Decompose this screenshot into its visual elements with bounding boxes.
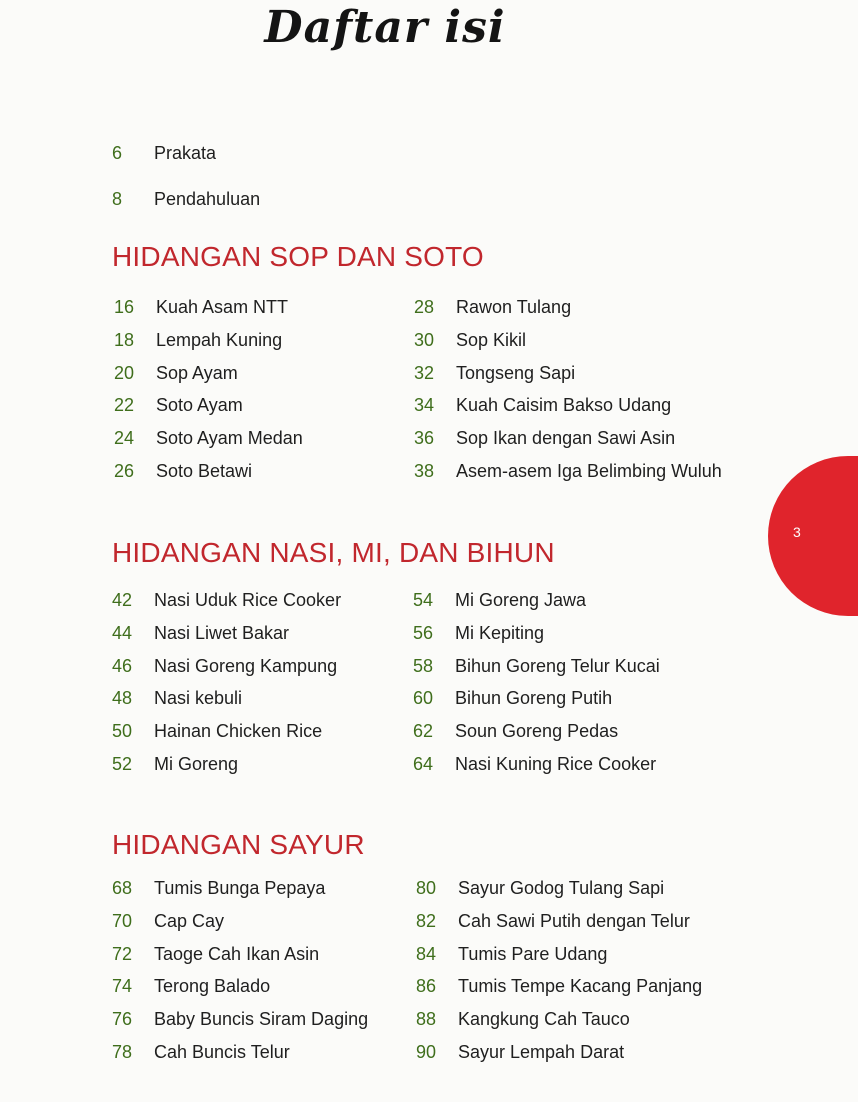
toc-entry[interactable] — [112, 938, 452, 971]
entry-title: Asem-asem Iga Belimbing Wuluh — [456, 460, 722, 481]
toc-entry[interactable] — [414, 291, 754, 324]
section-sayur-left-column — [112, 872, 452, 1069]
toc-entry[interactable] — [416, 905, 756, 938]
page-number: 60 — [413, 688, 434, 709]
toc-entry[interactable] — [112, 617, 452, 650]
page-number: 36 — [414, 428, 435, 449]
page-number: 30 — [414, 329, 435, 350]
page-number: 90 — [416, 1041, 437, 1062]
entry-title: Nasi Uduk Rice Cooker — [154, 590, 342, 610]
entry-title: Taoge Cah Ikan Asin — [154, 943, 320, 964]
entry-title: Nasi Goreng Kampung — [154, 655, 338, 676]
toc-entry[interactable] — [114, 389, 454, 422]
toc-entry[interactable] — [112, 682, 452, 715]
page-number: 42 — [112, 590, 133, 610]
entry-title: Bihun Goreng Telur Kucai — [455, 655, 660, 676]
toc-entry[interactable] — [114, 357, 454, 390]
toc-entry[interactable] — [414, 455, 754, 488]
page-number: 86 — [416, 976, 437, 997]
entry-title: Soto Ayam — [156, 395, 243, 416]
page-number: 32 — [414, 362, 435, 383]
toc-entry[interactable] — [414, 357, 754, 390]
page-number: 76 — [112, 1009, 133, 1030]
toc-entry[interactable] — [416, 1003, 756, 1036]
section-heading-sayur: HIDANGAN SAYUR — [112, 829, 365, 860]
entry-title: Nasi Kuning Rice Cooker — [455, 753, 657, 774]
section-sop-soto-right-column — [414, 291, 754, 488]
entry-title: Tumis Pare Udang — [458, 943, 608, 964]
entry-title: Cah Buncis Telur — [154, 1041, 290, 1062]
entry-title: Mi Goreng Jawa — [455, 590, 587, 610]
page-number: 80 — [416, 878, 437, 898]
page-number: 50 — [112, 721, 133, 742]
entry-title: Soun Goreng Pedas — [455, 721, 619, 742]
section-nasi-right-column — [413, 584, 753, 781]
page-number: 28 — [414, 297, 435, 317]
toc-entry[interactable] — [112, 715, 452, 748]
page-number: 44 — [112, 622, 133, 643]
entry-title: Cah Sawi Putih dengan Telur — [458, 910, 690, 931]
page-number: 88 — [416, 1009, 437, 1030]
toc-entry[interactable] — [112, 905, 452, 938]
toc-entry[interactable] — [114, 422, 454, 455]
page-number: 24 — [114, 428, 135, 449]
toc-entry[interactable] — [413, 584, 753, 617]
page-number: 62 — [413, 721, 434, 742]
chapter-tab-label: 3 — [793, 524, 801, 540]
toc-entry[interactable] — [112, 143, 412, 164]
toc-entry[interactable] — [413, 650, 753, 683]
entry-title: Kuah Asam NTT — [156, 297, 289, 317]
page-number: 16 — [114, 297, 135, 317]
toc-entry[interactable] — [413, 748, 753, 781]
page-number: 6 — [112, 143, 123, 163]
toc-entry[interactable] — [114, 324, 454, 357]
entry-title: Pendahuluan — [154, 189, 261, 209]
entry-title: Kangkung Cah Tauco — [458, 1009, 630, 1030]
entry-title: Nasi Liwet Bakar — [154, 622, 290, 643]
toc-entry[interactable] — [413, 715, 753, 748]
page-number: 20 — [114, 362, 135, 383]
page-number: 70 — [112, 910, 133, 931]
page-number: 72 — [112, 943, 133, 964]
toc-entry[interactable] — [416, 1036, 756, 1069]
toc-entry[interactable] — [413, 617, 753, 650]
toc-entry[interactable] — [114, 455, 454, 488]
entry-title: Sop Ayam — [156, 362, 238, 383]
entry-title: Sop Kikil — [456, 329, 527, 350]
page-number: 52 — [112, 753, 133, 774]
entry-title: Tongseng Sapi — [456, 362, 576, 383]
entry-title: Terong Balado — [154, 976, 271, 997]
page-number: 78 — [112, 1041, 133, 1062]
section-heading-sop-soto: HIDANGAN SOP DAN SOTO — [112, 241, 484, 272]
toc-entry[interactable] — [413, 682, 753, 715]
page-number: 46 — [112, 655, 133, 676]
entry-title: Prakata — [154, 143, 217, 163]
page-number: 64 — [413, 753, 434, 774]
page-number: 68 — [112, 878, 133, 898]
toc-entry[interactable] — [416, 938, 756, 971]
chapter-tab-marker — [768, 456, 858, 616]
entry-title: Kuah Caisim Bakso Udang — [456, 395, 672, 416]
toc-entry[interactable] — [112, 1036, 452, 1069]
toc-entry[interactable] — [112, 970, 452, 1003]
entry-title: Rawon Tulang — [456, 297, 572, 317]
toc-entry[interactable] — [416, 970, 756, 1003]
toc-entry[interactable] — [112, 584, 452, 617]
page-number: 26 — [114, 460, 135, 481]
toc-entry[interactable] — [414, 324, 754, 357]
toc-entry[interactable] — [112, 650, 452, 683]
entry-title: Tumis Tempe Kacang Panjang — [458, 976, 703, 997]
section-sop-soto-left-column — [114, 291, 454, 488]
page-number: 54 — [413, 590, 434, 610]
section-heading-nasi-mi-bihun: HIDANGAN NASI, MI, DAN BIHUN — [112, 537, 555, 568]
entry-title: Baby Buncis Siram Daging — [154, 1009, 369, 1030]
page-number: 84 — [416, 943, 437, 964]
page-number: 34 — [414, 395, 435, 416]
page-number: 56 — [413, 622, 434, 643]
page-number: 22 — [114, 395, 135, 416]
page-number: 8 — [112, 189, 123, 209]
entry-title: Nasi kebuli — [154, 688, 243, 709]
entry-title: Soto Ayam Medan — [156, 428, 303, 449]
entry-title: Mi Goreng — [154, 753, 239, 774]
toc-entry[interactable] — [414, 389, 754, 422]
page-number: 18 — [114, 329, 135, 350]
section-nasi-left-column — [112, 584, 452, 781]
page-number: 38 — [414, 460, 435, 481]
entry-title: Lempah Kuning — [156, 329, 283, 350]
entry-title: Mi Kepiting — [455, 622, 545, 643]
entry-title: Soto Betawi — [156, 460, 253, 481]
toc-entry[interactable] — [414, 422, 754, 455]
entry-title: Hainan Chicken Rice — [154, 721, 323, 742]
entry-title: Tumis Bunga Pepaya — [154, 878, 326, 898]
toc-entry[interactable] — [416, 872, 756, 905]
page-number: 74 — [112, 976, 133, 997]
toc-entry[interactable] — [112, 1003, 452, 1036]
toc-entry[interactable] — [112, 872, 452, 905]
page-title: Daftar isi — [264, 2, 506, 53]
entry-title: Sop Ikan dengan Sawi Asin — [456, 428, 676, 449]
toc-entry[interactable] — [112, 189, 412, 210]
section-sayur-right-column — [416, 872, 756, 1069]
entry-title: Cap Cay — [154, 910, 225, 931]
entry-title: Sayur Godog Tulang Sapi — [458, 878, 665, 898]
entry-title: Bihun Goreng Putih — [455, 688, 613, 709]
toc-entry[interactable] — [114, 291, 454, 324]
page-number: 82 — [416, 910, 437, 931]
page-number: 58 — [413, 655, 434, 676]
page-number: 48 — [112, 688, 133, 709]
entry-title: Sayur Lempah Darat — [458, 1041, 625, 1062]
toc-entry[interactable] — [112, 748, 452, 781]
